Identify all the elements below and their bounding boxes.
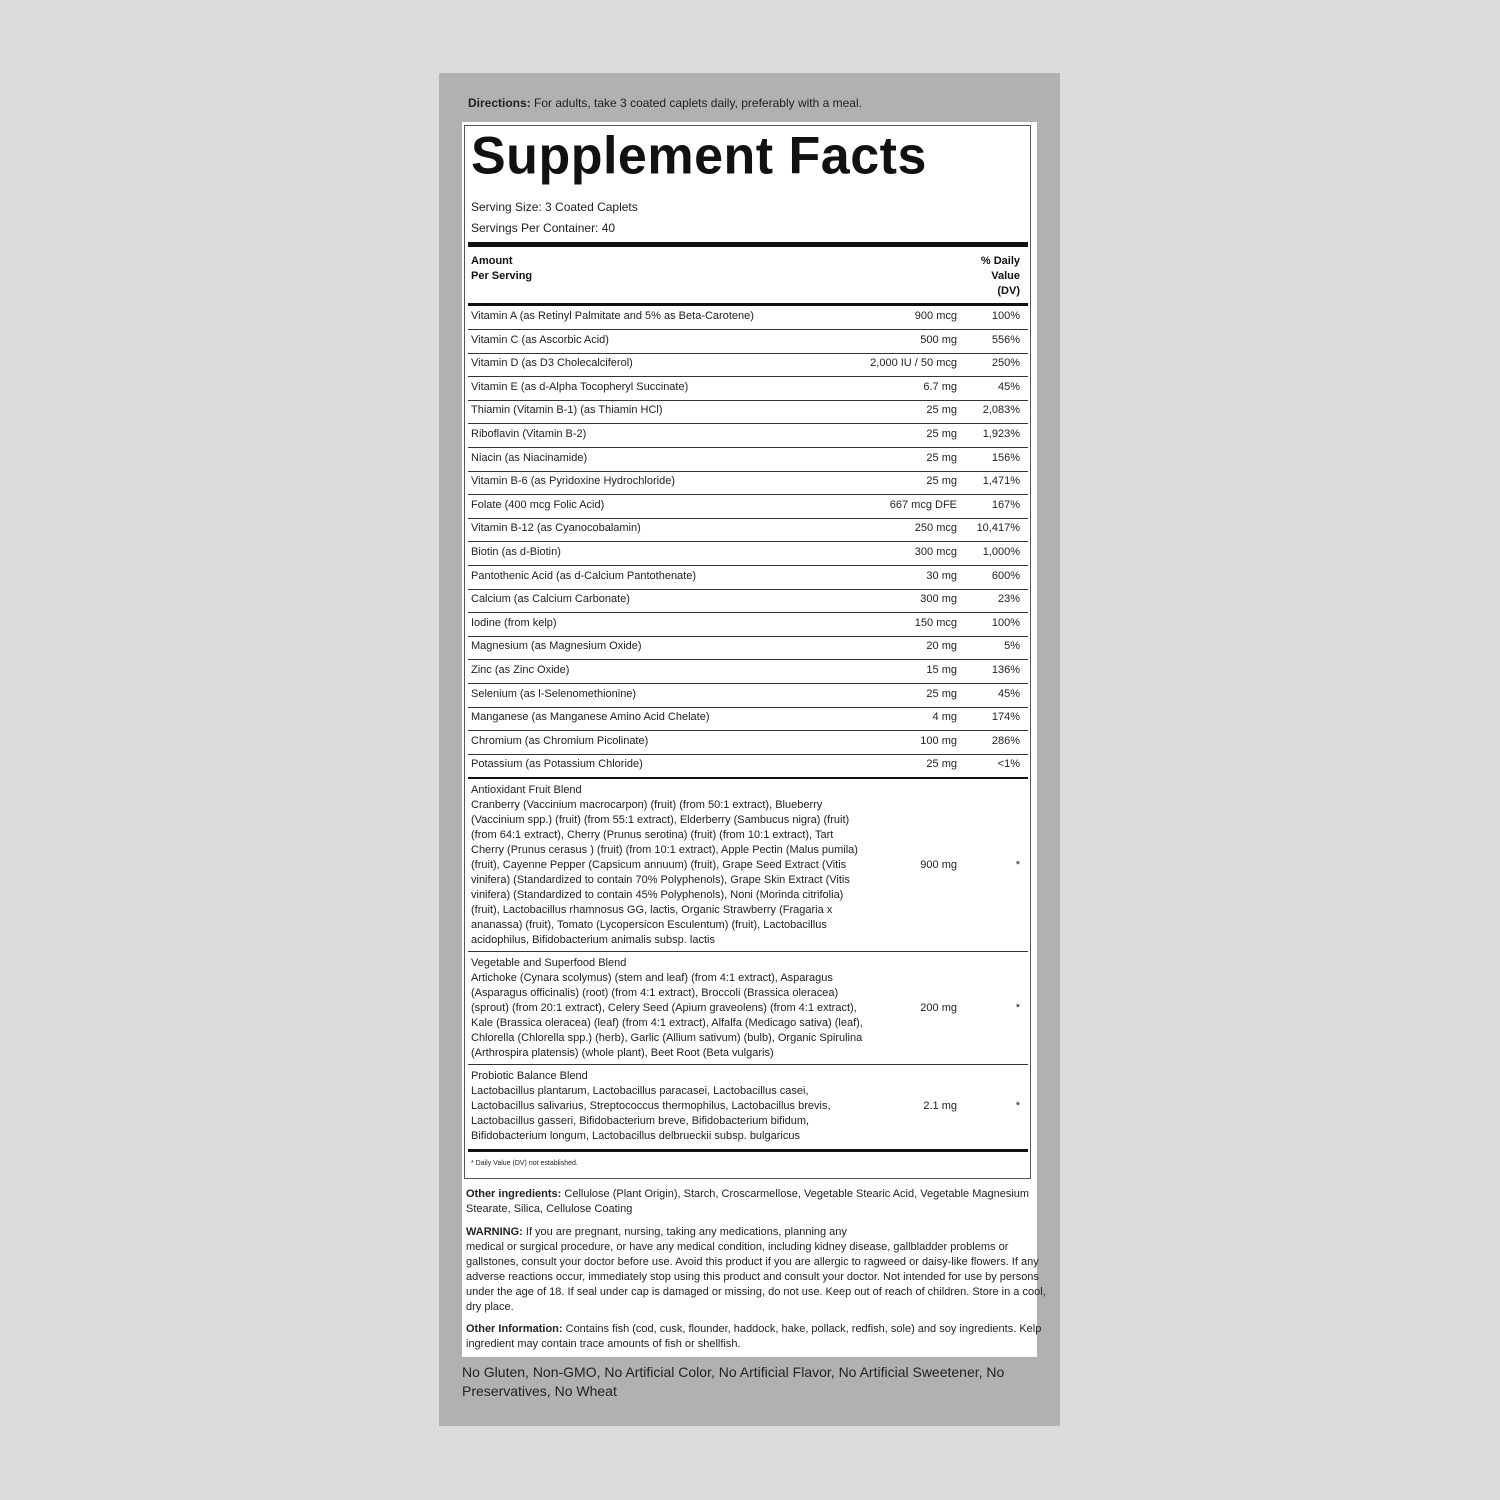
row-divider <box>468 707 1028 708</box>
daily-value-header <box>960 254 1020 299</box>
blend-line: Cranberry (Vaccinium macrocarpon) (fruit) (from 50:1 extract), Blueberry <box>471 799 823 811</box>
nutrient-dv: 2,083% <box>982 404 1020 417</box>
nutrient-amount: 15 mg <box>926 664 957 676</box>
nutrient-dv: <1% <box>997 758 1020 771</box>
nutrient-name: Vitamin B-12 (as Cyanocobalamin) <box>471 522 641 535</box>
nutrient-dv: 136% <box>991 664 1020 676</box>
header-divider <box>468 303 1028 306</box>
nutrient-name: Riboflavin (Vitamin B-2) <box>471 428 587 440</box>
row-divider <box>468 659 1028 660</box>
nutrient-amount: 25 mg <box>926 758 957 771</box>
nutrient-dv: 174% <box>991 711 1020 724</box>
blend-line: (Vaccinium spp.) (fruit) (from 55:1 extract), Elderberry (Sambucus nigra) (fruit) <box>471 814 850 826</box>
row-divider <box>468 683 1028 684</box>
nutrient-dv: 100% <box>991 616 1020 629</box>
free-from-claims <box>462 1363 1004 1401</box>
row-divider <box>468 612 1028 613</box>
row-divider <box>468 589 1028 590</box>
nutrient-amount: 667 mcg DFE <box>889 498 957 511</box>
para-line: under the age of 18. If seal under cap is damaged or missing, do not use. Keep out of reach of children. Store in a cool, <box>466 1286 1046 1298</box>
row-divider <box>468 541 1028 542</box>
warning <box>466 1225 1046 1315</box>
nutrient-dv: 286% <box>991 734 1020 747</box>
nutrient-amount: 100 mg <box>920 734 957 747</box>
nutrient-name: Chromium (as Chromium Picolinate) <box>471 734 649 747</box>
other-ingredients-label: Other ingredients: <box>466 1188 562 1200</box>
para-line: adverse reactions occur, immediately stop using this product and consult your doctor. Not intended for use by persons <box>466 1271 1039 1283</box>
blend-line: (Asparagus officinalis) (root) (from 4:1 extract), Broccoli (Brassica oleracea) <box>471 987 839 999</box>
bottom-divider <box>468 1149 1028 1152</box>
blend-line: Artichoke (Cynara scolymus) (stem and leaf) (from 4:1 extract), Asparagus <box>471 972 833 984</box>
row-divider <box>468 329 1028 330</box>
blend-line: Cherry (Prunus cerasus ) (fruit) (from 10:1 extract), Apple Pectin (Malus pumila) <box>471 844 858 856</box>
row-divider <box>468 376 1028 377</box>
blend-dv: * <box>1015 1099 1020 1112</box>
dv-header-line: % Daily <box>980 255 1020 267</box>
nutrient-name: Calcium (as Calcium Carbonate) <box>471 593 630 606</box>
blend-line: ananassa) (fruit), Tomato (Lycopersicon Esculentum) (fruit), Lactobacillus <box>471 919 827 931</box>
servings-per-container: Servings Per Container: 40 <box>471 221 616 235</box>
para-line <box>466 1322 1042 1337</box>
claims-line: No Gluten, Non-GMO, No Artificial Color, No Artificial Flavor, No Artificial Sweetener, No <box>462 1364 1005 1380</box>
blend-line: Bifidobacterium longum, Lactobacillus delbrueckii subsp. bulgaricus <box>471 1130 800 1142</box>
blend-line: vinifera) (Standardized to contain 45% Polyphenols), Noni (Morinda citrifolia) <box>471 889 844 901</box>
nutrient-dv: 45% <box>997 687 1020 700</box>
nutrient-name: Niacin (as Niacinamide) <box>471 451 588 464</box>
nutrient-name: Vitamin B-6 (as Pyridoxine Hydrochloride) <box>471 475 675 488</box>
nutrient-amount: 20 mg <box>926 640 957 653</box>
nutrient-name: Vitamin D (as D3 Cholecalciferol) <box>471 357 633 370</box>
blend-line: Lactobacillus salivarius, Streptococcus thermophilus, Lactobacillus brevis, <box>471 1100 831 1112</box>
nutrient-name: Manganese (as Manganese Amino Acid Chelate) <box>471 711 710 724</box>
blend-line: vinifera) (Standardized to contain 70% Polyphenols), Grape Skin Extract (Vitis <box>471 874 850 886</box>
nutrient-amount: 300 mg <box>920 593 957 606</box>
nutrient-dv: 5% <box>1004 640 1020 653</box>
nutrient-name: Zinc (as Zinc Oxide) <box>471 664 570 676</box>
warning-text: If you are pregnant, nursing, taking any medications, planning any <box>522 1226 847 1238</box>
blend-line: (Arthrospira platensis) (whole plant), Beet Root (Beta vulgaris) <box>471 1047 774 1059</box>
blend-description <box>471 783 858 948</box>
para-line: gallstones, consult your doctor before use. Avoid this product if you are allergic to ragweed or daisy-like flowers. If any <box>466 1256 1039 1268</box>
blend-dv: * <box>1015 1001 1020 1014</box>
nutrient-name: Folate (400 mcg Folic Acid) <box>471 498 605 511</box>
para-line: medical or surgical procedure, or have any medical condition, including kidney disease, gallbladder problems or <box>466 1241 1009 1253</box>
nutrient-dv: 556% <box>991 333 1020 346</box>
blend-description <box>471 956 863 1061</box>
nutrient-amount: 25 mg <box>926 428 957 440</box>
nutrient-name: Vitamin C (as Ascorbic Acid) <box>471 333 609 346</box>
blend-line: (fruit), Lactobacillus rhamnosus GG, lactis, Organic Strawberry (Fragaria x <box>471 904 833 916</box>
row-divider <box>468 447 1028 448</box>
blend-name: Antioxidant Fruit Blend <box>471 784 582 796</box>
nutrient-dv: 1,923% <box>982 428 1020 440</box>
other-ingredients-text: Cellulose (Plant Origin), Starch, Croscarmellose, Vegetable Stearic Acid, Vegetable Magnesium <box>561 1188 1030 1200</box>
directions-text <box>468 96 862 110</box>
blend-amount: 200 mg <box>920 1001 957 1014</box>
nutrient-amount: 30 mg <box>926 569 957 582</box>
blend-amount: 2.1 mg <box>923 1099 957 1112</box>
nutrient-dv: 250% <box>991 357 1020 370</box>
blend-line: (sprout) (from 20:1 extract), Celery Seed (Apium graveolens) (from 4:1 extract), <box>471 1002 857 1014</box>
nutrient-amount: 25 mg <box>926 687 957 700</box>
claims-line: Preservatives, No Wheat <box>462 1383 617 1399</box>
nutrient-amount: 25 mg <box>926 475 957 488</box>
para-line <box>466 1187 1031 1202</box>
row-divider <box>468 423 1028 424</box>
blend-line: (from 64:1 extract), Cherry (Prunus serotina) (fruit) (from 10:1 extract), Tart <box>471 829 834 841</box>
nutrient-dv: 1,000% <box>982 546 1020 558</box>
nutrient-amount: 250 mcg <box>914 522 957 535</box>
row-divider <box>468 636 1028 637</box>
nutrient-dv: 1,471% <box>982 475 1020 488</box>
directions-label: Directions: <box>468 96 531 110</box>
nutrient-amount: 150 mcg <box>914 616 957 629</box>
warning-label: WARNING: <box>466 1226 523 1238</box>
para-line: dry place. <box>466 1301 514 1313</box>
nutrient-amount: 25 mg <box>926 404 957 417</box>
nutrient-name: Vitamin E (as d-Alpha Tocopheryl Succinate) <box>471 380 689 393</box>
nutrient-dv: 10,417% <box>976 522 1020 535</box>
dv-header-line: (DV) <box>997 285 1020 297</box>
blend-amount: 900 mg <box>920 858 957 871</box>
serving-size: Serving Size: 3 Coated Caplets <box>471 200 638 214</box>
nutrient-dv: 156% <box>991 451 1020 464</box>
nutrient-name: Vitamin A (as Retinyl Palmitate and 5% as Beta-Carotene) <box>471 310 754 322</box>
amount-header <box>471 254 532 284</box>
blend-description <box>471 1069 846 1144</box>
nutrient-name: Magnesium (as Magnesium Oxide) <box>471 640 642 653</box>
row-divider <box>468 400 1028 401</box>
page-title: Supplement Facts <box>471 126 927 186</box>
other-information-text: Contains fish (cod, cusk, flounder, haddock, hake, pollack, redfish, sole) and soy ingredients. Kelp <box>562 1323 1042 1335</box>
other-information <box>466 1322 1042 1352</box>
nutrient-dv: 167% <box>991 498 1020 511</box>
para-line <box>466 1225 1031 1240</box>
row-divider <box>468 754 1028 755</box>
thick-divider <box>468 242 1028 247</box>
blend-line: Lactobacillus plantarum, Lactobacillus paracasei, Lactobacillus casei, <box>471 1085 809 1097</box>
nutrient-amount: 4 mg <box>932 711 957 724</box>
nutrient-amount: 900 mcg <box>914 310 957 322</box>
nutrient-amount: 500 mg <box>920 333 957 346</box>
nutrient-name: Potassium (as Potassium Chloride) <box>471 758 643 771</box>
amount-header-line: Per Serving <box>471 270 533 282</box>
blend-name: Probiotic Balance Blend <box>471 1070 588 1082</box>
blend-line: (fruit), Cayenne Pepper (Capsicum annuum) (fruit), Grape Seed Extract (Vitis <box>471 859 847 871</box>
blend-name: Vegetable and Superfood Blend <box>471 957 627 969</box>
para-line: Stearate, Silica, Cellulose Coating <box>466 1203 633 1215</box>
blend-divider-line <box>468 951 1028 952</box>
directions-body: For adults, take 3 coated caplets daily, preferably with a meal. <box>530 96 862 110</box>
nutrient-name: Thiamin (Vitamin B-1) (as Thiamin HCl) <box>471 404 663 417</box>
nutrient-name: Iodine (from kelp) <box>471 616 557 629</box>
nutrient-name: Biotin (as d-Biotin) <box>471 546 561 558</box>
blend-dv: * <box>1015 858 1020 871</box>
nutrient-amount: 25 mg <box>926 451 957 464</box>
blend-divider <box>468 777 1028 779</box>
nutrient-amount: 2,000 IU / 50 mcg <box>870 357 957 370</box>
other-ingredients <box>466 1187 1031 1217</box>
blend-line: acidophilus, Bifidobacterium animalis subsp. lactis <box>471 934 715 946</box>
blend-divider-line <box>468 1064 1028 1065</box>
row-divider <box>468 494 1028 495</box>
nutrient-dv: 45% <box>997 380 1020 393</box>
nutrient-amount: 300 mcg <box>914 546 957 558</box>
dv-header-line: Value <box>991 270 1020 282</box>
amount-header-line: Amount <box>471 255 513 267</box>
row-divider <box>468 518 1028 519</box>
nutrient-dv: 100% <box>991 310 1020 322</box>
row-divider <box>468 471 1028 472</box>
blend-line: Chlorella (Chlorella spp.) (herb), Garlic (Allium sativum) (bulb), Organic Spirulina <box>471 1032 863 1044</box>
para-line: ingredient may contain trace amounts of fish or shellfish. <box>466 1338 741 1350</box>
other-information-label: Other Information: <box>466 1323 563 1335</box>
blend-line: Kale (Brassica oleracea) (leaf) (from 4:1 extract), Alfalfa (Medicago sativa) (leaf), <box>471 1017 863 1029</box>
blend-line: Lactobacillus gasseri, Bifidobacterium breve, Bifidobacterium bifidum, <box>471 1115 810 1127</box>
footnote: * Daily Value (DV) not established. <box>471 1160 578 1167</box>
nutrient-dv: 600% <box>991 569 1020 582</box>
row-divider <box>468 730 1028 731</box>
nutrient-amount: 6.7 mg <box>923 380 957 393</box>
nutrient-name: Selenium (as l-Selenomethionine) <box>471 687 637 700</box>
row-divider <box>468 353 1028 354</box>
nutrient-name: Pantothenic Acid (as d-Calcium Pantothenate) <box>471 569 697 582</box>
row-divider <box>468 565 1028 566</box>
nutrient-dv: 23% <box>997 593 1020 606</box>
